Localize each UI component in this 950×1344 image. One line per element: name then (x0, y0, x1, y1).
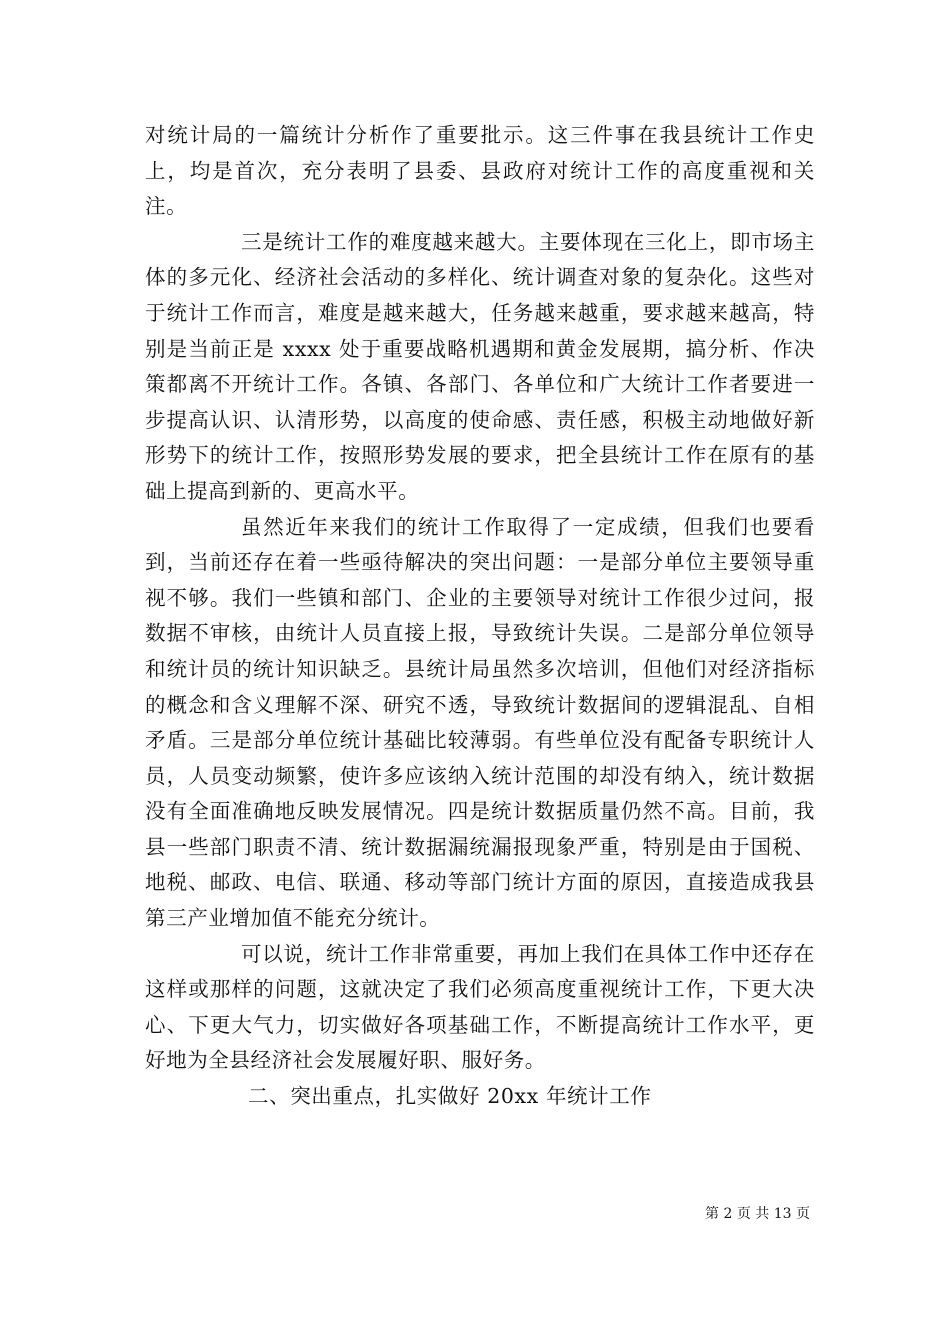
paragraph-problems: 虽然近年来我们的统计工作取得了一定成绩，但我们也要看到，当前还存在着一些亟待解决的突出问题：一是部分单位主要领导重视不够。我们一些镇和部门、企业的主要领导对统计工作很少过问，报数据不审核，由统计人员直接上报，导致统计失误。二是部分单位领导和统计员的统计知识缺乏。县统计局虽然多次培训，但他们对经济指标的概念和含义理解不深、研究不透，导致统计数据间的逻辑混乱、自相矛盾。三是部分单位统计基础比较薄弱。有些单位没有配备专职统计人员，人员变动频繁，使许多应该纳入统计范围的却没有纳入，统计数据没有全面准确地反映发展情况。四是统计数据质量仍然不高。目前，我县一些部门职责不清、统计数据漏统漏报现象严重，特别是由于国税、地税、邮政、电信、联通、移动等部门统计方面的原因，直接造成我县第三产业增加值不能充分统计。 (145, 514, 815, 931)
paragraph-conclusion: 可以说，统计工作非常重要，再加上我们在具体工作中还存在这样或那样的问题，这就决定了我们必须高度重视统计工作，下更大决心、下更大气力，切实做好各项基础工作，不断提高统计工作水平，更好地为全县经济社会发展履好职、服好务。 (145, 941, 815, 1073)
paragraph-continued: 对统计局的一篇统计分析作了重要批示。这三件事在我县统计工作史上，均是首次，充分表明了县委、县政府对统计工作的高度重视和关注。 (145, 123, 815, 219)
page-number-footer: 第 2 页 共 13 页 (705, 1206, 810, 1222)
section-heading: 二、突出重点，扎实做好 20xx 年统计工作 (248, 1084, 652, 1109)
paragraph-difficulty: 三是统计工作的难度越来越大。主要体现在三化上，即市场主体的多元化、经济社会活动的多样化、统计调查对象的复杂化。这些对于统计工作而言，难度是越来越大，任务越来越重，要求越来越高，特别是当前正是 xxxx 处于重要战略机遇期和黄金发展期，搞分析、作决策都离不开统计工作。各镇、各部门、各单位和广大统计工作者要进一步提高认识、认清形势，以高度的使命感、责任感，积极主动地做好新形势下的统计工作，按照形势发展的要求，把全县统计工作在原有的基础上提高到新的、更高水平。 (145, 229, 815, 503)
document-body (145, 118, 815, 1115)
